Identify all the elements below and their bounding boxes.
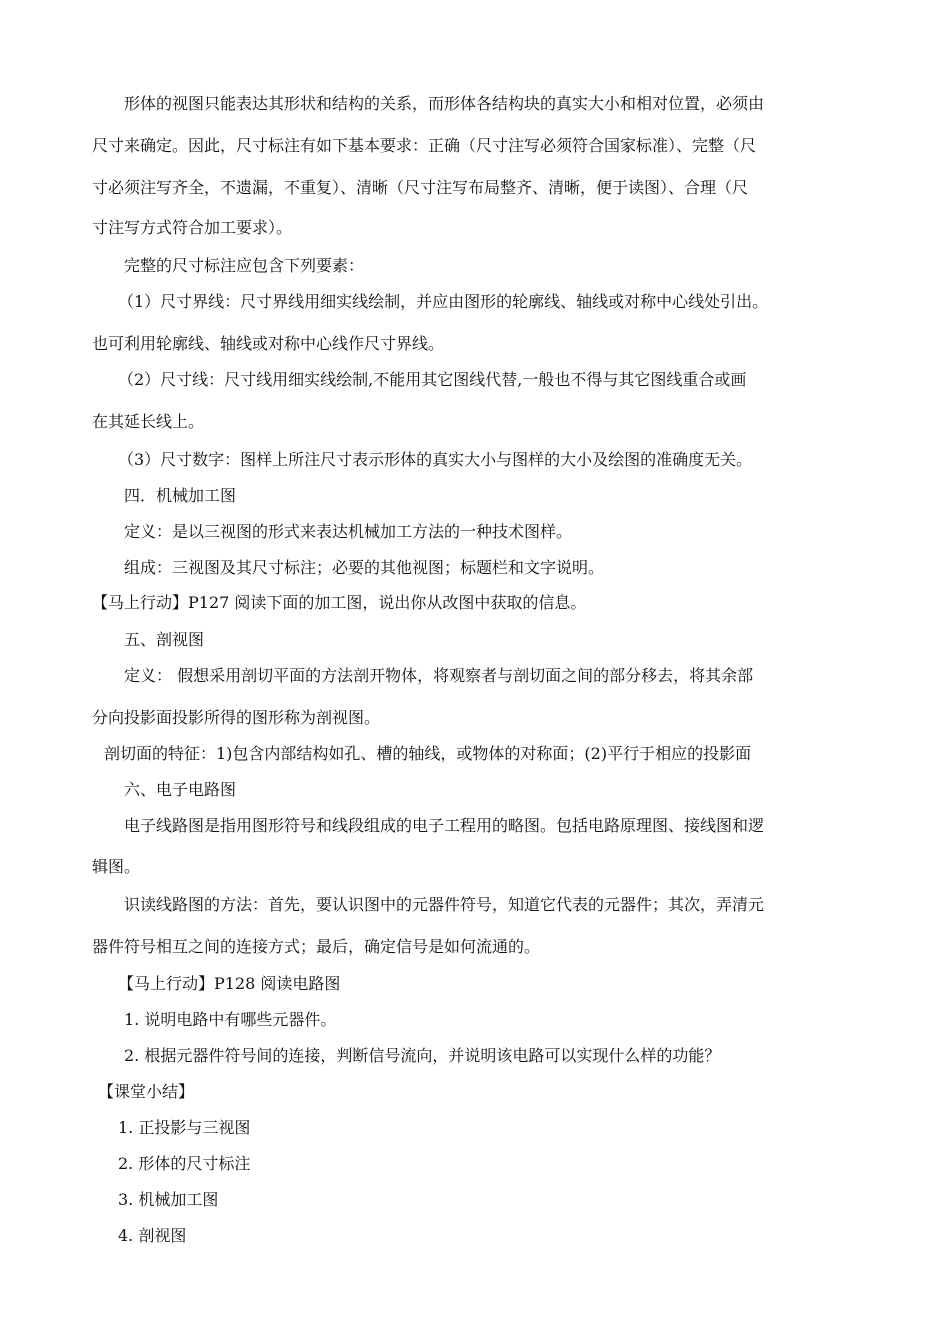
paragraph-line: 分向投影面投影所得的图形称为剖视图。 [92,708,381,727]
section-heading: 四．机械加工图 [124,486,237,505]
paragraph-line: 识读线路图的方法：首先，要认识图中的元器件符号，知道它代表的元器件；其次，弄清元 [124,895,765,914]
list-item: 1. 正投影与三视图 [118,1118,251,1137]
paragraph-line: 【马上行动】P127 阅读下面的加工图，说出你从改图中获取的信息。 [92,593,587,612]
section-heading: 六、电子电路图 [124,780,237,799]
list-item: 2. 根据元器件符号间的连接，判断信号流向，并说明该电路可以实现什么样的功能？ [124,1046,721,1065]
paragraph-line: 定义： 假想采用剖切平面的方法剖开物体，将观察者与剖切面之间的部分移去，将其余部 [124,666,754,685]
list-item: 1. 说明电路中有哪些元器件。 [124,1010,337,1029]
paragraph-line: 器件符号相互之间的连接方式；最后，确定信号是如何流通的。 [92,937,541,956]
paragraph-line: 【马上行动】P128 阅读电路图 [118,974,341,993]
paragraph-line: 剖切面的特征：1)包含内部结构如孔、槽的轴线，或物体的对称面；(2)平行于相应的投影面 [104,744,752,763]
list-item: 2. 形体的尺寸标注 [118,1154,251,1173]
paragraph-line: 形体的视图只能表达其形状和结构的关系，而形体各结构块的真实大小和相对位置，必须由 [124,94,765,113]
list-item: 4. 剖视图 [118,1226,187,1245]
list-item: 3. 机械加工图 [118,1190,219,1209]
paragraph-line: 电子线路图是指用图形符号和线段组成的电子工程用的略图。包括电路原理图、接线图和逻 [124,816,765,835]
paragraph-line: 完整的尺寸标注应包含下列要素： [124,256,365,275]
section-heading: 五、剖视图 [124,630,205,649]
paragraph-line: （3）尺寸数字：图样上所注尺寸表示形体的真实大小与图样的大小及绘图的准确度无关。 [118,450,753,469]
paragraph-line: 在其延长线上。 [92,412,205,431]
paragraph-line: 组成：三视图及其尺寸标注；必要的其他视图；标题栏和文字说明。 [124,558,605,577]
paragraph-line: 也可利用轮廓线、轴线或对称中心线作尺寸界线。 [92,334,445,353]
paragraph-line: （1）尺寸界线：尺寸界线用细实线绘制，并应由图形的轮廓线、轴线或对称中心线处引出。 [118,292,769,311]
paragraph-line: （2）尺寸线：尺寸线用细实线绘制,不能用其它图线代替,一般也不得与其它图线重合或画 [118,370,747,389]
section-heading: 【课堂小结】 [98,1082,195,1101]
paragraph-line: 寸必须注写齐全，不遗漏，不重复）、清晰（尺寸注写布局整齐、清晰，便于读图）、合理（尺 [92,178,749,197]
paragraph-line: 寸注写方式符合加工要求）。 [92,218,293,237]
paragraph-line: 辑图。 [92,857,141,876]
paragraph-line: 尺寸来确定。因此，尺寸标注有如下基本要求：正确（尺寸注写必须符合国家标准）、完整（尺 [92,136,757,155]
paragraph-line: 定义：是以三视图的形式来表达机械加工方法的一种技术图样。 [124,522,573,541]
